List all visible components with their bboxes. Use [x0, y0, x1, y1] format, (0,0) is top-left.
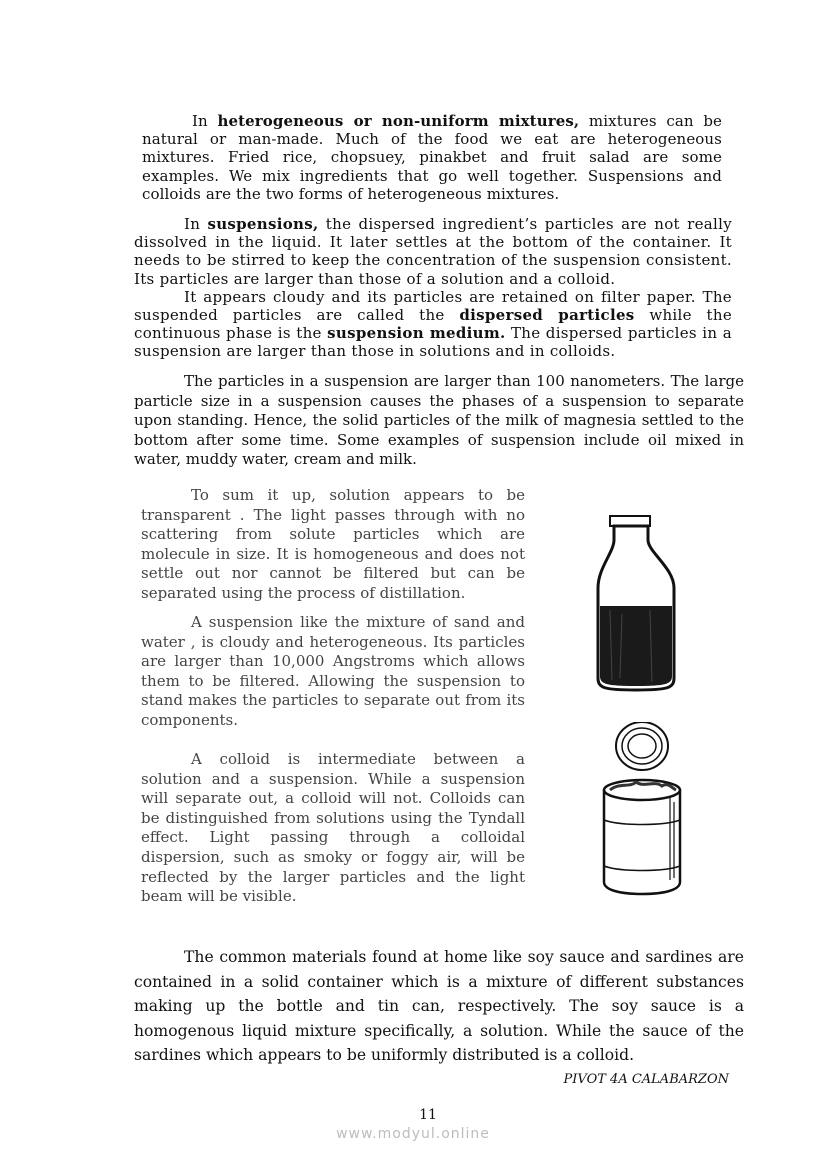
para2-lead: In	[184, 215, 208, 233]
para2-body: the dispersed ingredient’s particles are not really dissolved in the liquid. It later settles at the bottom of the container. It needs to be stirred to keep the concentration of the suspension consistent. Its particles are larger than those of a solution and a colloid.	[134, 215, 732, 288]
summary-colloid-text: A colloid is intermediate between a solution and a suspension. While a suspension will separate out, a colloid will not. Colloids can be distinguished from solutions using the Tyndall effect. Light passing through a colloidal dispersion, such as smoky or foggy air, will be reflected by the larger particles and the light beam will be visible.	[141, 750, 525, 906]
term-suspensions: suspensions,	[207, 215, 319, 233]
summary-colloid	[141, 750, 525, 907]
watermark: www.modyul.online	[336, 1126, 490, 1142]
soy-sauce-bottle-icon	[590, 510, 686, 696]
paragraph-heterogeneous-mixtures	[142, 112, 722, 203]
para5-text: The common materials found at home like soy sauce and sardines are contained in a solid container which is a mixture of different substances making up the bottle and tin can, respectively. The soy sauce is a homogenous liquid mixture specifically, a solution. While the sauce of the sardines which appears to be uniformly distributed is a colloid.	[134, 948, 744, 1064]
paragraph-particle-size	[134, 372, 744, 470]
summary-solution-text: To sum it up, solution appears to be transparent . The light passes through with no scattering from solute particles which are molecule in size. It is homogeneous and does not settle out nor cannot be filtered but can be separated using the process of distillation.	[141, 486, 525, 602]
para4-text: The particles in a suspension are larger than 100 nanometers. The large particle size in a suspension causes the phases of a suspension to separate upon standing. Hence, the solid particles of the milk of magnesia settled to the bottom after some time. Some examples of suspension include oil mixed in water, muddy water, cream and milk.	[134, 372, 744, 469]
term-heterogeneous-mixtures: heterogeneous or non-uniform mixtures,	[217, 112, 580, 130]
term-dispersed-particles: dispersed particles	[459, 306, 635, 325]
summary-suspension-text: A suspension like the mixture of sand and water , is cloudy and heterogeneous. Its particles are larger than 10,000 Angstroms which allows them to be filtered. Allowing the suspension to stand makes the particles to separate out from its components.	[141, 613, 525, 729]
para3-mid: while the continuous phase is the	[134, 306, 733, 343]
paragraph-suspensions	[134, 215, 732, 361]
para3-lead: It appears cloudy and its particles are retained on filter paper. The suspended particles are called the	[134, 287, 732, 325]
para3-body: The dispersed particles in a suspension are larger than those in solutions and in colloids.	[134, 324, 733, 361]
page-number: 11	[419, 1107, 437, 1123]
sardine-can-icon	[600, 722, 686, 898]
term-suspension-medium: suspension medium.	[327, 324, 506, 343]
para1-lead: In	[192, 112, 218, 130]
paragraph-household-materials	[134, 945, 744, 1068]
footer-credit: PIVOT 4A CALABARZON	[563, 1072, 729, 1087]
summary-suspension	[141, 613, 525, 731]
para1-body: mixtures can be natural or man-made. Much of the food we eat are heterogeneous mixtures. Fried rice, chopsuey, pinakbet and fruit salad are some examples. We mix ingredients that go well together. Suspensions and colloids are the two forms of heterogeneous mixtures.	[142, 112, 722, 203]
summary-solution	[141, 486, 525, 604]
